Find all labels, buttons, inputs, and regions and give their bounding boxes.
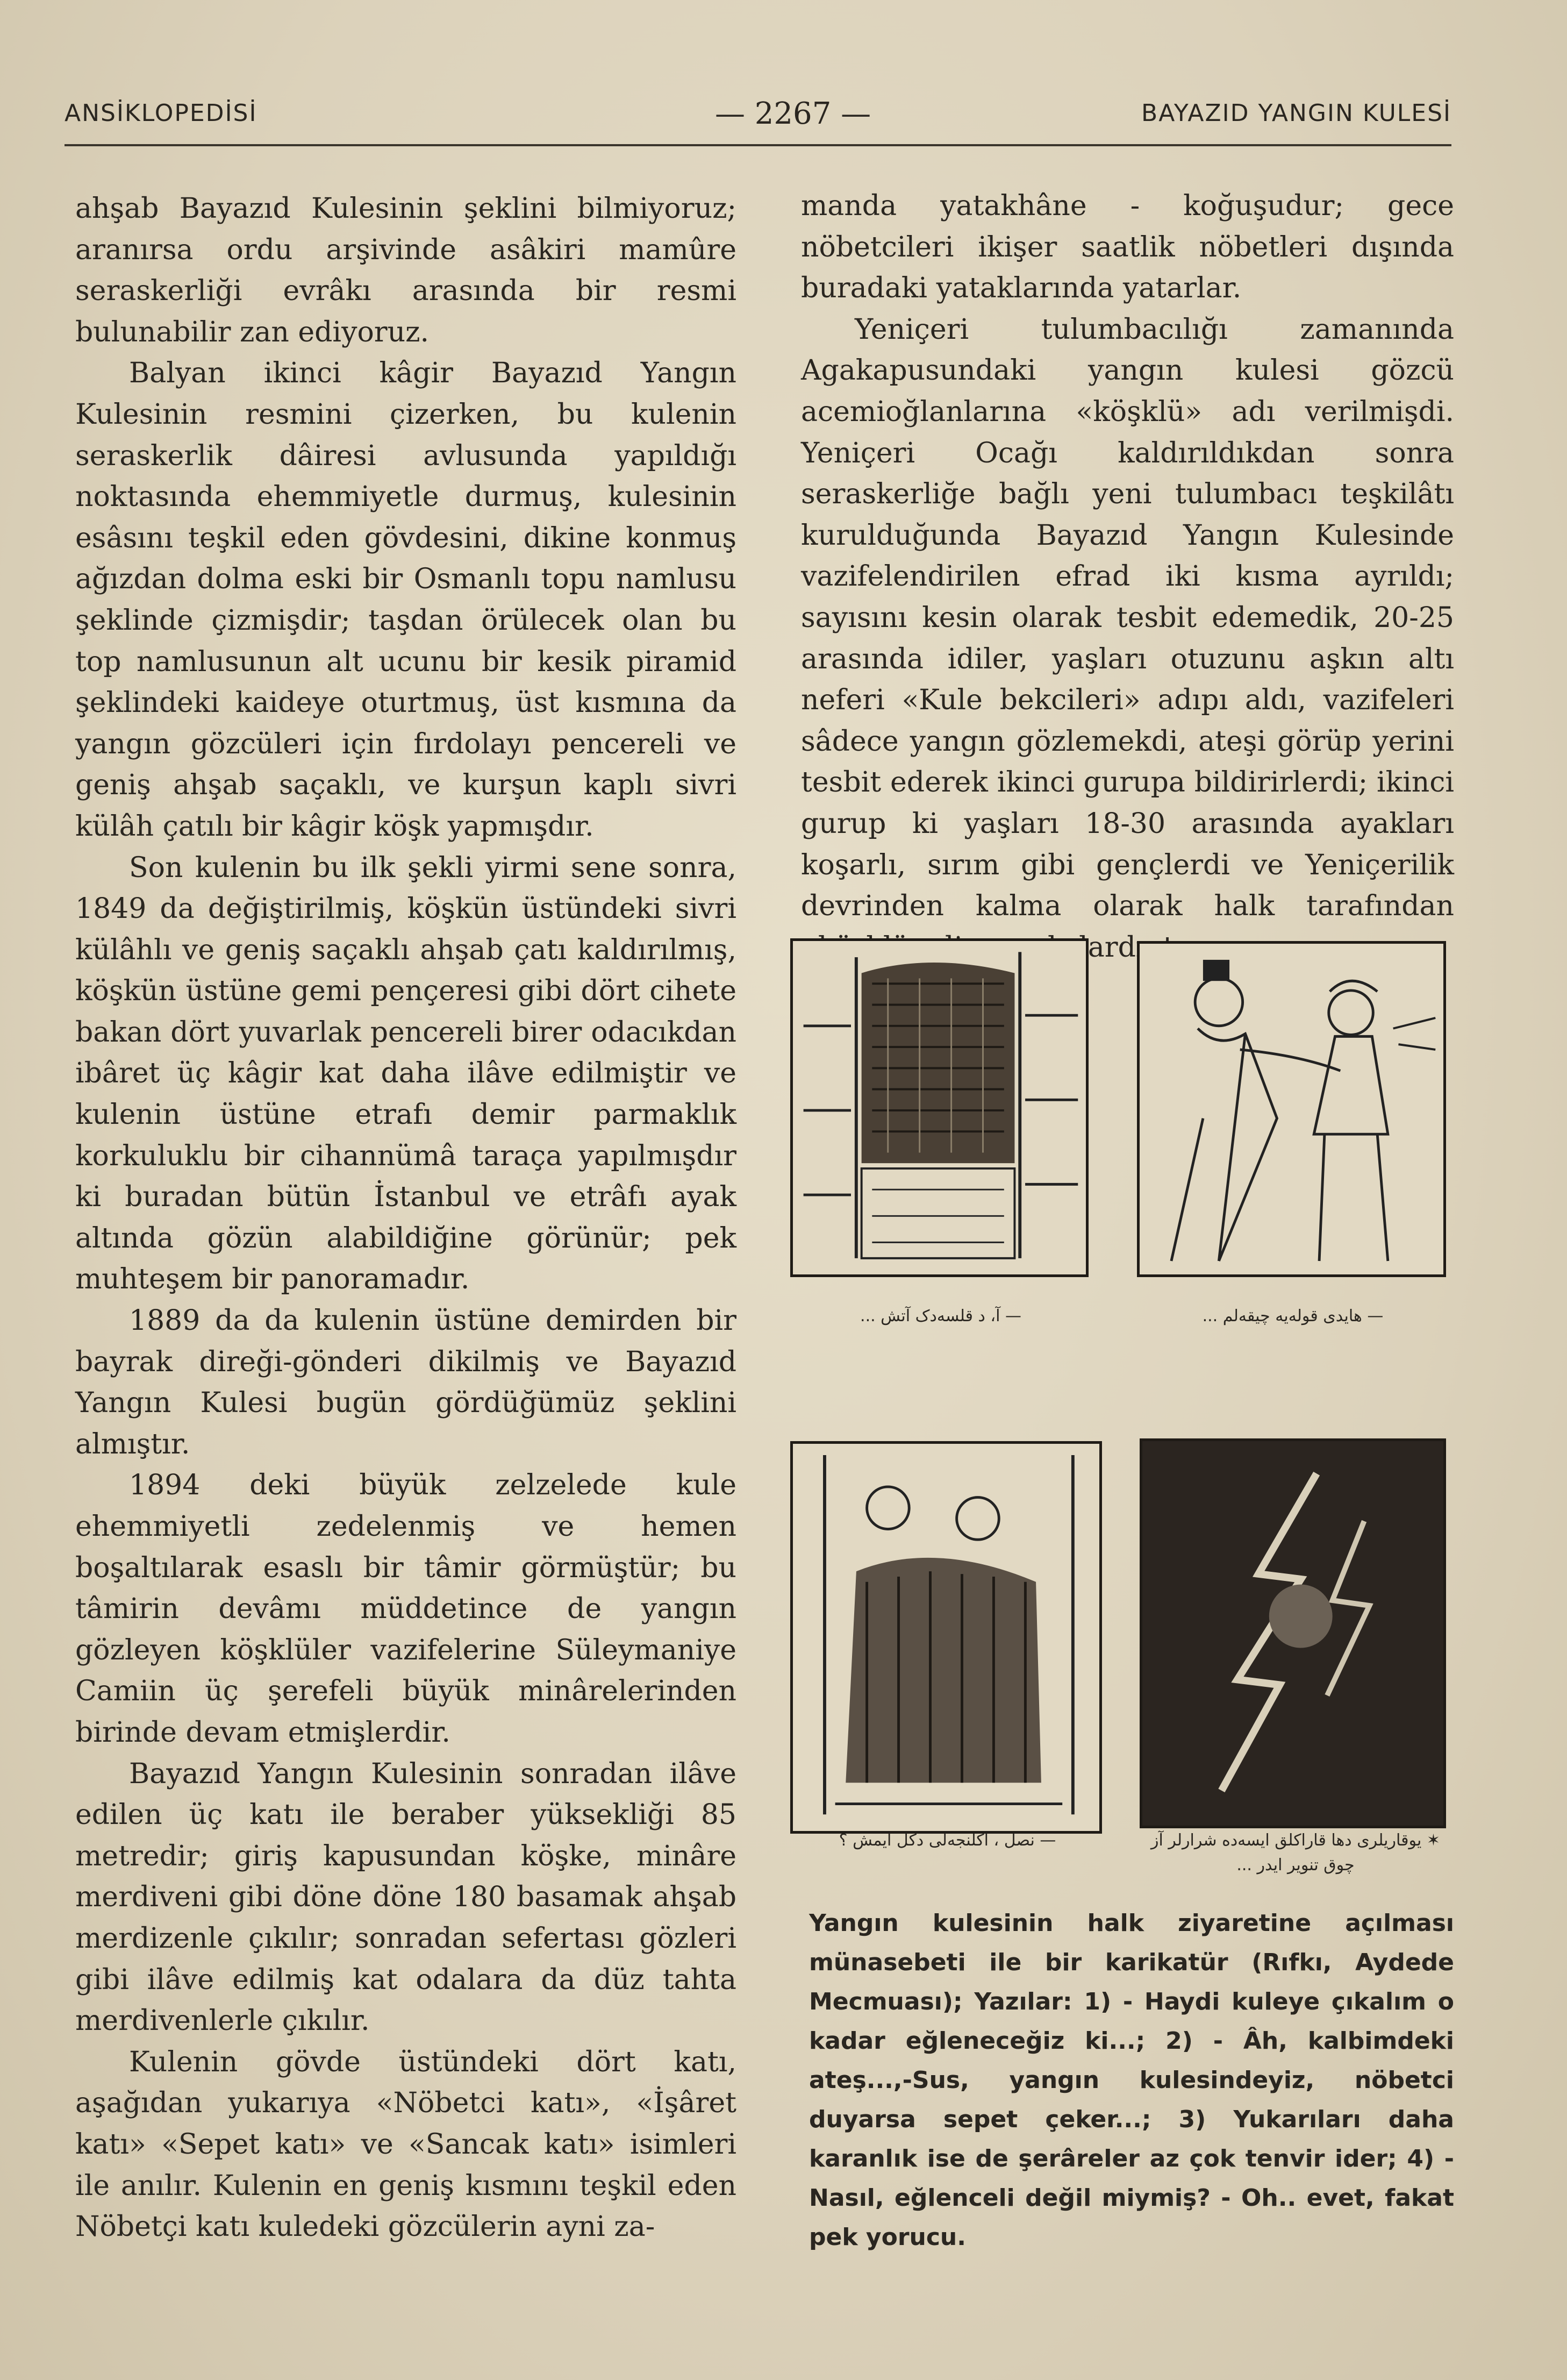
cartoon-caption-3: — نصل ، اکلنجه‌لی دکل ایمش ؟ [839, 1831, 1056, 1850]
header-right: BAYAZID YANGIN KULESİ [1141, 99, 1451, 127]
paragraph: ahşab Bayazıd Kulesinin şeklini bilmiyoruz; aranırsa ordu arşivinde asâkiri mamûre seraskerliği evrâkı arasında bir resmi bulunabilir zan ediyoruz. [75, 193, 736, 348]
header-rule [65, 144, 1451, 146]
figure-caption: Yangın kulesinin halk ziyaretine açılması münasebeti ile bir karikatür (Rıfkı, Aydede Mecmuası); Yazılar: 1) - Haydi kuleye çıkalım o kadar eğleneceğiz ki...; 2) - Âh, kalbimdeki ateş...,-Sus, yangın kulesindeyiz, nöbetci duyarsa sepet çeker...; 3) Yukarıları daha karanlık ise de şerâreler az çok tenvir ider; 4) - Nasıl, eğlenceli değil miymiş? - Oh.. evet, fakat pek yorucu. [809, 1909, 1454, 2251]
cartoon-caption-1: — آ، د قلسه‌دک آتش ... [860, 1307, 1021, 1326]
paragraph: Yeniçeri tulumbacılığı zamanında Agakapusundaki yangın kulesi gözcü acemioğlanlarına «köşklü» adı verilmişdi. Yeniçeri Ocağı kaldırıldıkdan sonra seraskerliğe bağlı yeni tulumbacı teşkilâtı kurulduğunda Bayazıd Yangın Kulesinde vazifelendirilen efrad iki kısma ayrıldı; sayısını kesin olarak tesbit edemedik, 20-25 arasında idiler, yaşları otuzunu aşkın altı neferi «Kule bekcileri» adıpı aldı, vazifeleri sâdece yangın gözlemekdi, ateşi görüp yerini tesbit ederek ikinci gurupa bildirirlerdi; ikinci gurup ki yaşları 18-30 arasında ayakları koşarlı, sırım gibi gençlerdi ve Yeniçerilik devrinden kalma olarak halk tarafından [801, 313, 1454, 923]
stairs-illustration [793, 941, 1086, 1274]
cartoon-panel-1 [790, 938, 1089, 1277]
sparks-illustration [1142, 1441, 1443, 1826]
paragraph: Son kulenin bu ilk şekli yirmi sene sonra, 1849 da değiştirilmiş, köşkün üstündeki sivri külâhlı ve geniş saçaklı ahşab çatı kaldırılmış, köşkün üstüne gemi pençeresi gibi dört cihete bakan dört yuvarlak pencereli birer odacıkdan ibâret üç kâgir kat daha ilâve edilmiştir ve kulenin üstüne etrafı demir parmaklık korkuluklu bir cihannümâ taraça yapılmışdır ki buradan bütün İstanbul ve etrâfı ayak altında gözün alabildiğine görünür; pek muhteşem bir panoramadır. [75, 851, 736, 1296]
cartoon-caption-4: ✶ یوقاریلری دها قاراکلق ایسه‌ده شرارلر آز چوق تنویر ایدر ... [1151, 1831, 1440, 1875]
paragraph: Kulenin gövde üstündeki dört katı, aşağıdan yukarıya «Nöbetci katı», «İşâret katı» «Sepet katı» ve «Sancak katı» isimleri ile anılır. Kulenin en geniş kısmını teşkil eden Nöbetçi katı kuledeki gözcülerin ayni za- [75, 2046, 736, 2243]
cartoon-caption-2: — هایدی قوله‌یه چیقه‌لم ... [1202, 1307, 1384, 1326]
cartoon-panel-2 [1137, 941, 1446, 1277]
header-left: ANSİKLOPEDİSİ [65, 99, 257, 127]
left-column [75, 188, 736, 2248]
climbing-illustration [793, 1444, 1099, 1831]
paragraph: 1889 da da kulenin üstüne demirden bir bayrak direği-gönderi dikilmiş ve Bayazıd Yangın Kulesi bugün gördüğümüz şeklini almıştır. [75, 1305, 736, 1460]
cartoon-panel-4 [1140, 1438, 1446, 1828]
right-column [801, 186, 1454, 968]
paragraph: manda yatakhâne - koğuşudur; gece nöbetcileri ikişer saatlik nöbetleri dışında buradaki yataklarında yatarlar. [801, 190, 1454, 305]
paragraph: 1894 deki büyük zelzelede kule ehemmiyetli zedelenmiş ve hemen boşaltılarak esaslı bir tâmir görmüştür; bu tâmirin devâmı müddetince de yangın gözleyen köşklüler vazifelerine Süleymaniye Camiin üç şerefeli büyük minârelerinden birinde devam etmişlerdir. [75, 1469, 736, 1749]
page-header [65, 96, 1451, 142]
paragraph: Balyan ikinci kâgir Bayazıd Yangın Kulesinin resmini çizerken, bu kulenin seraskerlik dâiresi avlusunda yapıldığı noktasında ehemmiyetle durmuş, kulesinin esâsını teşkil eden gövdesini, dikine konmuş ağızdan dolma eski bir Osmanlı topu namlusu şeklinde çizmişdir; taşdan örülecek olan bu top namlusunun alt ucunu bir kesik piramid şeklindeki kaideye oturtmuş, üst kısmına da yangın gözcüleri için fırdolayı pencereli ve geniş ahşab saçaklı, ve kurşun kaplı sivri külâh çatılı bir kâgir köşk yapmışdır. [75, 357, 736, 843]
cartoon-panel-3 [790, 1441, 1102, 1834]
couple-illustration [1140, 944, 1443, 1274]
page-number: — 2267 — [715, 96, 871, 131]
paragraph: Bayazıd Yangın Kulesinin sonradan ilâve edilen üç katı ile beraber yüksekliği 85 metredir; giriş kapusundan köşke, minâre merdiveni gibi döne döne 180 basamak ahşab merdizenle çıkılır; sonradan sefertası gözleri gibi ilâve edilmiş kat odalara da düz tahta merdivenlerle çıkılır. [75, 1757, 736, 2037]
